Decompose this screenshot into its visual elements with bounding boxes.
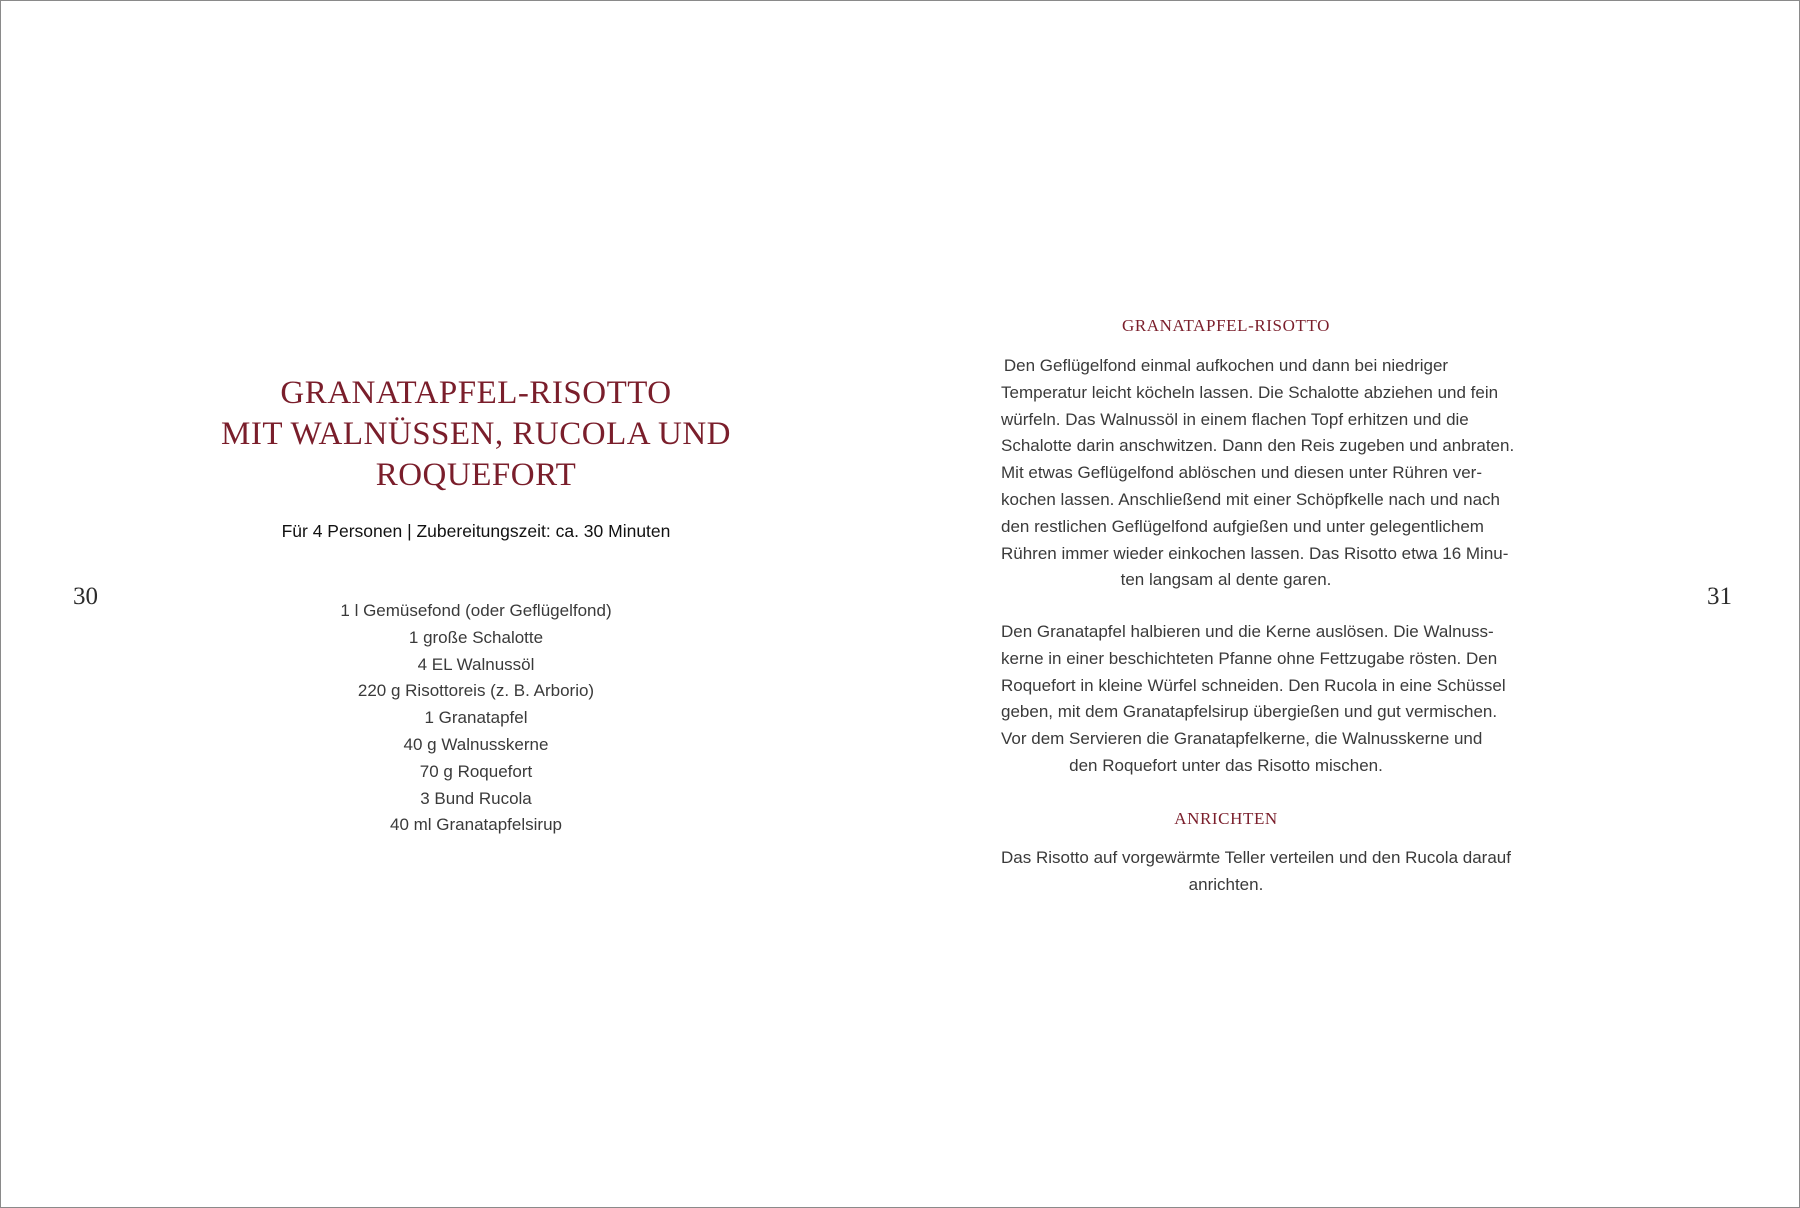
recipe-title — [201, 373, 751, 496]
recipe-title-line-2: MIT WALNÜSSEN, RUCOLA UND — [221, 416, 731, 452]
servings-and-prep-time: Für 4 Personen | Zubereitungszeit: ca. 30 Minuten — [281, 521, 671, 541]
text-line: Vor dem Servieren die Granatapfelkerne, die Walnusskerne und — [1001, 729, 1483, 749]
text-line: Schalotte darin anschwitzen. Dann den Reis zugeben und anbraten. — [1001, 436, 1515, 456]
text-line: Den Granatapfel halbieren und die Kerne auslösen. Die Walnuss- — [1001, 622, 1494, 641]
recipe-title-line-3: ROQUEFORT — [375, 457, 577, 493]
text-line: Roquefort in kleine Würfel schneiden. Den Rucola in eine Schüssel — [1001, 675, 1506, 695]
page-number-right: 31 — [1707, 583, 1732, 610]
right-page — [901, 1, 1800, 1208]
text-line: würfeln. Das Walnussöl in einem flachen Topf erhitzen und die — [1001, 409, 1469, 429]
ingredient-item: 4 EL Walnussöl — [417, 654, 535, 674]
text-line: anrichten. — [1188, 874, 1264, 894]
method-heading: GRANATAPFEL-RISOTTO — [1121, 316, 1331, 335]
ingredient-item: 3 Bund Rucola — [420, 788, 532, 808]
ingredient-item: 40 g Walnusskerne — [403, 734, 549, 754]
left-page — [1, 1, 901, 1208]
text-line: Mit etwas Geflügelfond ablöschen und diesen unter Rühren ver- — [1001, 463, 1483, 483]
ingredient-item: 1 große Schalotte — [408, 627, 544, 647]
recipe-title-line-1: GRANATAPFEL-RISOTTO — [280, 375, 672, 411]
text-line: Den Geflügelfond einmal aufkochen und dann bei niedriger — [1003, 356, 1449, 375]
ingredient-item: 1 l Gemüsefond (oder Geflügelfond) — [340, 601, 612, 620]
serving-paragraph — [1001, 845, 1511, 899]
text-line: Rühren immer wieder einkochen lassen. Das Risotto etwa 16 Minu- — [1001, 543, 1509, 563]
method-paragraph-2 — [1001, 619, 1506, 780]
text-line: Temperatur leicht köcheln lassen. Die Schalotte abziehen und fein — [1001, 382, 1499, 402]
ingredient-item: 70 g Roquefort — [419, 761, 533, 781]
text-line: ten langsam al dente garen. — [1120, 570, 1332, 590]
ingredient-list — [201, 598, 751, 839]
ingredient-item: 1 Granatapfel — [424, 708, 528, 728]
serving-heading: ANRICHTEN — [1174, 809, 1278, 828]
text-line: den restlichen Geflügelfond aufgießen und unter gelegentlichem — [1001, 516, 1484, 536]
method-paragraph-1 — [1001, 353, 1515, 594]
text-line: kochen lassen. Anschließend mit einer Schöpfkelle nach und nach — [1001, 489, 1500, 509]
text-line: kerne in einer beschichteten Pfanne ohne Fettzugabe rösten. Den — [1001, 648, 1498, 668]
text-line: Das Risotto auf vorgewärmte Teller verteilen und den Rucola darauf — [1001, 848, 1511, 867]
page-number-left: 30 — [73, 583, 98, 610]
text-line: den Roquefort unter das Risotto mischen. — [1069, 755, 1383, 775]
ingredient-item: 40 ml Granatapfelsirup — [390, 815, 562, 835]
ingredient-item: 220 g Risottoreis (z. B. Arborio) — [357, 681, 595, 701]
text-line: geben, mit dem Granatapfelsirup übergießen und gut vermischen. — [1001, 702, 1498, 722]
